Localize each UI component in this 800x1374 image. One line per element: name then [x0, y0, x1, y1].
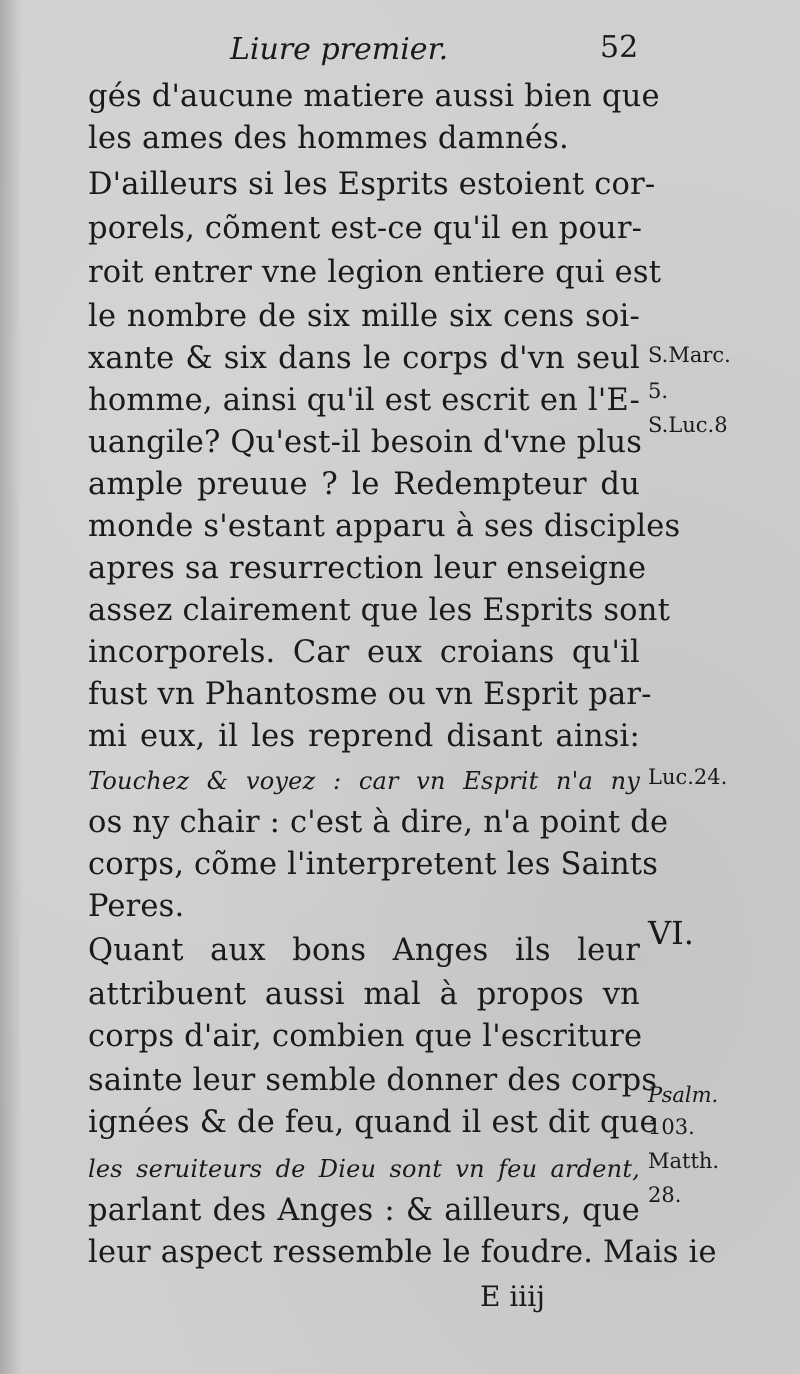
text-line: incorporels. Car eux croians qu'il: [88, 635, 640, 670]
margin-note-matth: Matth.: [648, 1149, 720, 1173]
text-line: homme, ainsi qu'il est escrit en l'E-: [88, 383, 640, 418]
text-line: D'ailleurs si les Esprits estoient cor-: [88, 167, 656, 202]
margin-note-matth-number: 28.: [648, 1183, 682, 1207]
section-number: VI.: [648, 914, 694, 952]
text-line: xante & six dans le corps d'vn seul: [88, 341, 640, 376]
text-line: ample preuue ? le Redempteur du: [88, 467, 640, 502]
running-title: Liure premier.: [230, 32, 449, 67]
margin-note-luc24: Luc.24.: [648, 765, 728, 789]
margin-note-marc: S.Marc.: [648, 343, 731, 367]
text-line: les ames des hommes damnés.: [88, 121, 569, 156]
scripture-quote-line: Touchez & voyez : car vn Esprit n'a ny: [88, 767, 640, 795]
text-line: mi eux, il les reprend disant ainsi:: [88, 719, 640, 754]
text-line: uangile? Qu'est-il besoin d'vne plus: [88, 425, 643, 460]
text-line: roit entrer vne legion entiere qui est: [88, 255, 662, 290]
scripture-quote-line: les seruiteurs de Dieu sont vn feu ardent,: [88, 1155, 640, 1183]
text-line: Quant aux bons Anges ils leur: [88, 933, 640, 968]
page-edge-shadow: [0, 0, 22, 1374]
text-line: sainte leur semble donner des corps: [88, 1063, 658, 1098]
text-line: os ny chair : c'est à dire, n'a point de: [88, 805, 669, 840]
text-line: leur aspect ressemble le foudre. Mais ie: [88, 1235, 717, 1270]
text-line: Peres.: [88, 889, 185, 924]
text-line: porels, cõment est-ce qu'il en pour-: [88, 211, 643, 246]
text-line: le nombre de six mille six cens soi-: [88, 299, 640, 334]
text-line: apres sa resurrection leur enseigne: [88, 551, 647, 586]
text-line: fust vn Phantosme ou vn Esprit par-: [88, 677, 652, 712]
text-line: attribuent aussi mal à propos vn: [88, 977, 640, 1012]
text-line: corps, cõme l'interpretent les Saints: [88, 847, 659, 882]
page-number: 52: [600, 30, 639, 65]
text-line: monde s'estant apparu à ses disciples: [88, 509, 681, 544]
margin-note-marc-chapter: 5.: [648, 379, 669, 403]
margin-note-psalm-number: 103.: [648, 1115, 695, 1139]
text-line: gés d'aucune matiere aussi bien que: [88, 79, 660, 114]
text-line: assez clairement que les Esprits sont: [88, 593, 671, 628]
text-line: ignées & de feu, quand il est dit que: [88, 1105, 658, 1140]
signature-mark: E iiij: [480, 1280, 545, 1313]
margin-note-psalm: Psalm.: [648, 1083, 719, 1107]
margin-note-luc8: S.Luc.8: [648, 413, 728, 437]
text-line: parlant des Anges : & ailleurs, que: [88, 1193, 640, 1228]
text-line: corps d'air, combien que l'escriture: [88, 1019, 643, 1054]
